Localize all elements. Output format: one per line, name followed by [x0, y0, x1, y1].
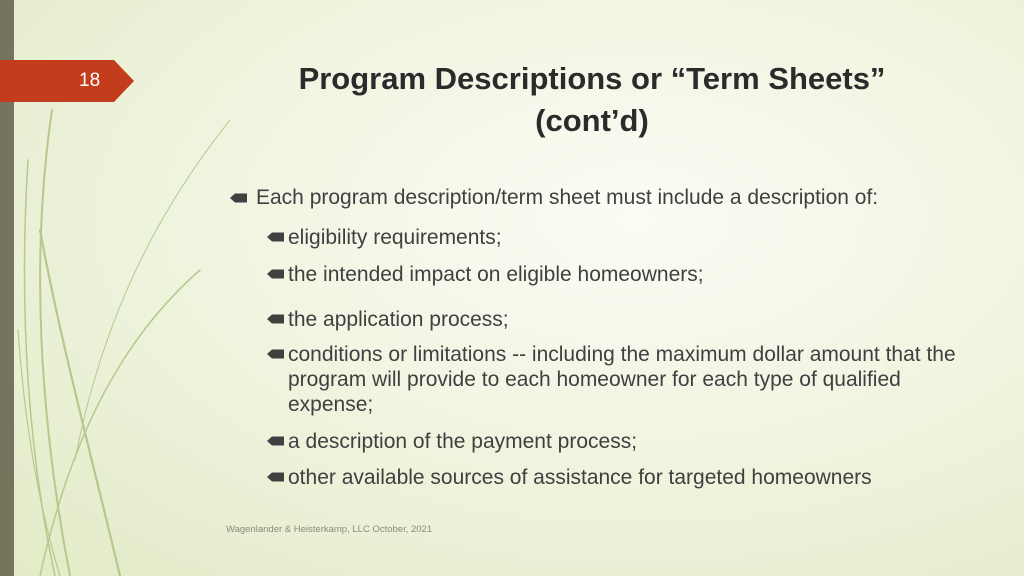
sub-bullet: [265, 342, 965, 417]
slide-title: Program Descriptions or “Term Sheets” (cont’d): [298, 61, 886, 138]
sub-bullet-text: conditions or limitations -- including the maximum dollar amount that the program will provide to each homeowner for each type of qualified expense;: [288, 343, 956, 416]
pencil-icon: [265, 263, 287, 285]
sub-bullet: [265, 307, 965, 332]
pencil-icon: [265, 466, 287, 488]
sub-bullet-text: the application process;: [288, 308, 509, 331]
sub-bullet: [265, 262, 965, 287]
pencil-icon: [228, 187, 250, 209]
pencil-icon: [265, 308, 287, 330]
sub-bullet-text: other available sources of assistance for targeted homeowners: [288, 466, 872, 489]
pencil-icon: [265, 430, 287, 452]
main-bullet-text: Each program description/term sheet must include a description of:: [256, 186, 879, 209]
pencil-icon: [265, 343, 287, 365]
sub-bullet: [265, 465, 965, 490]
pencil-icon: [265, 226, 287, 248]
sub-bullet-text: eligibility requirements;: [288, 226, 502, 249]
main-bullet: [228, 186, 878, 210]
sub-bullet-text: a description of the payment process;: [288, 430, 638, 453]
footer-text: Wagenlander & Heisterkamp, LLC October, 2021: [226, 524, 433, 535]
sub-bullet: [265, 225, 965, 250]
sub-bullet: [265, 429, 965, 454]
sub-bullet-text: the intended impact on eligible homeowners;: [288, 263, 704, 286]
slide-number: 18: [79, 70, 101, 91]
